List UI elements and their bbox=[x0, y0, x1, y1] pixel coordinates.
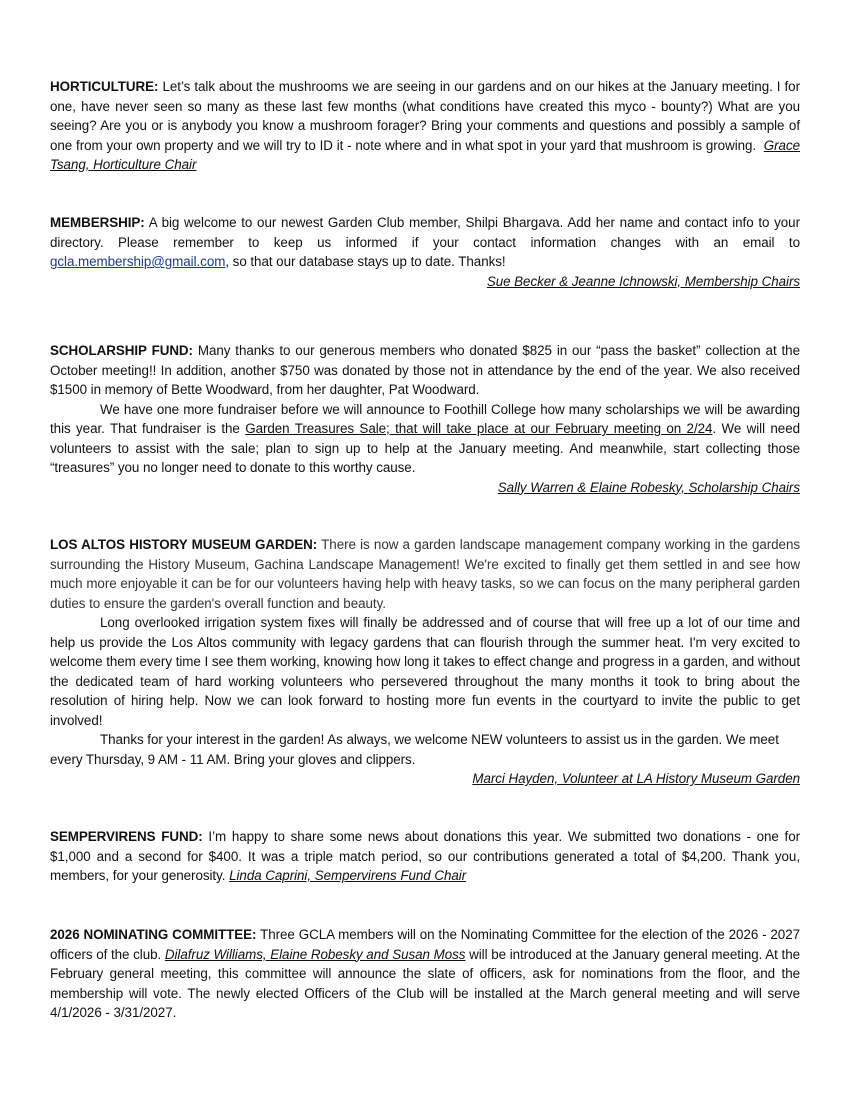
museum-paragraph-1 bbox=[50, 535, 800, 613]
scholarship-heading: SCHOLARSHIP FUND: bbox=[50, 343, 193, 358]
garden-treasures-sale-note: Garden Treasures Sale; that will take place at our February meeting on 2/24 bbox=[245, 421, 713, 436]
nominating-section bbox=[50, 925, 800, 1023]
museum-body-1: There is now a garden landscape management company working in the gardens surrounding the History Museum, Gachina Landscape Management! We're excited to finally get them settled in and see how much more enjoyable it can be for our volunteers having help with heavy tasks, so we can focus on the many peripheral garden duties to ensure the garden's overall function and beauty. bbox=[50, 537, 800, 611]
horticulture-paragraph bbox=[50, 77, 800, 175]
membership-section bbox=[50, 213, 800, 291]
membership-email-link[interactable]: gcla.membership@gmail.com bbox=[50, 254, 226, 269]
museum-paragraph-3: Thanks for your interest in the garden! As always, we welcome NEW volunteers to assist us in the garden. We meet every Thursday, 9 AM - 11 AM. Bring your gloves and clippers. bbox=[50, 732, 779, 767]
museum-garden-section bbox=[50, 535, 800, 789]
nominating-paragraph bbox=[50, 925, 800, 1023]
sempervirens-section bbox=[50, 827, 800, 886]
nominating-body-start: Three GCLA members will on the Nominating Committee for the election of the 2026 - 2027 officers of the club. bbox=[50, 927, 800, 962]
scholarship-signature-line bbox=[50, 478, 800, 498]
membership-signature: Sue Becker & Jeanne Ichnowski, Membership Chairs bbox=[486, 273, 800, 289]
nominating-committee-names: Dilafruz Williams, Elaine Robesky and Susan Moss bbox=[164, 946, 466, 962]
sempervirens-signature: Linda Caprini, Sempervirens Fund Chair bbox=[229, 868, 467, 883]
sempervirens-body: I’m happy to share some news about donations this year. We submitted two donations - one for $1,000 and a second for $400. It was a triple match period, so our contributions generated a total of $4,200. Thank you, members, for your generosity. bbox=[50, 829, 800, 883]
horticulture-signature: Grace Tsang, Horticulture Chair bbox=[50, 137, 800, 172]
horticulture-heading: HORTICULTURE: bbox=[50, 79, 159, 94]
membership-heading: MEMBERSHIP: bbox=[50, 215, 145, 230]
membership-signature-line bbox=[50, 272, 800, 292]
sempervirens-heading: SEMPERVIRENS FUND: bbox=[50, 829, 203, 844]
museum-heading: LOS ALTOS HISTORY MUSEUM GARDEN: bbox=[50, 537, 318, 552]
scholarship-body-2-end: . We will need volunteers to assist with the sale; plan to sign up to help at the January meeting. And meanwhile, start collecting those “treasures” you no longer need to donate to this worthy cause. bbox=[50, 421, 800, 475]
horticulture-section bbox=[50, 77, 800, 175]
museum-signature-line bbox=[50, 769, 800, 789]
horticulture-body: Let’s talk about the mushrooms we are seeing in our gardens and on our hikes at the January meeting. I for one, have never seen so many as these last few months (what conditions have created this myco - bounty?) What are you seeing? Are you or is anybody you know a mushroom forager? Bring your comments and questions and possibly a sample of one from your own property and we will try to ID it - note where and in what spot in your yard that mushroom is growing. bbox=[50, 79, 800, 153]
scholarship-signature: Sally Warren & Elaine Robesky, Scholarship Chairs bbox=[497, 479, 800, 495]
nominating-heading: 2026 NOMINATING COMMITTEE: bbox=[50, 927, 257, 942]
scholarship-body-1: Many thanks to our generous members who donated $825 in our “pass the basket” collection at the October meeting!! In addition, another $750 was donated by those not in attendance by the end of the year. We also received $1500 in memory of Bette Woodward, from her daughter, Pat Woodward. bbox=[50, 343, 800, 397]
scholarship-body-2-start: We have one more fundraiser before we will announce to Foothill College how many scholarships we will be awarding this year. That fundraiser is the bbox=[50, 401, 800, 436]
museum-paragraph-2: Long overlooked irrigation system fixes will finally be addressed and of course that will free up a lot of our time and help us provide the Los Altos community with legacy gardens that can flourish through the summer heat. I'm very excited to welcome them every time I see them working, knowing how long it takes to effect change and progress in a garden, and without the dedicated team of hard working volunteers who persevered throughout the many months it took to bring about the resolution of hiring help. Now we can look forward to hosting more fun events in the courtyard to invite the public to get involved! bbox=[50, 615, 800, 728]
membership-body-start: A big welcome to our newest Garden Club member, Shilpi Bhargava. Add her name and contact info to your directory. Please remember to keep us informed if your contact information changes with an email to bbox=[50, 215, 800, 250]
nominating-body-end: will be introduced at the January general meeting. At the February general meeting, this committee will announce the slate of officers, ask for nominations from the floor, and the membership will vote. The newly elected Officers of the Club will be installed at the March general meeting and will serve 4/1/2026 - 3/31/2027. bbox=[50, 946, 800, 1020]
membership-paragraph bbox=[50, 213, 800, 272]
scholarship-paragraph-2 bbox=[50, 400, 800, 478]
scholarship-section bbox=[50, 341, 800, 497]
museum-signature: Marci Hayden, Volunteer at LA History Museum Garden bbox=[472, 771, 800, 786]
sempervirens-paragraph bbox=[50, 827, 800, 886]
scholarship-paragraph-1 bbox=[50, 341, 800, 400]
membership-body-end: , so that our database stays up to date. Thanks! bbox=[225, 254, 506, 269]
